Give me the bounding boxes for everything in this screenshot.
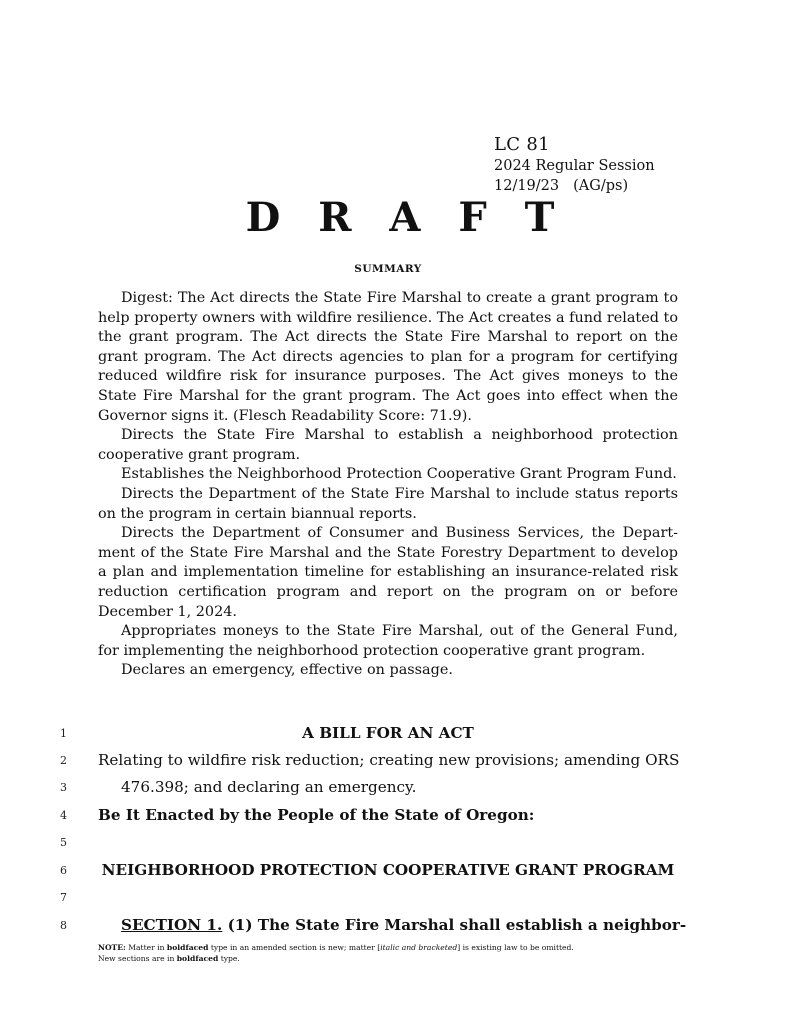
- bill-line: [0, 912, 800, 939]
- section-label: SECTION 1.: [121, 916, 223, 934]
- note-text: New sections are in: [98, 954, 177, 963]
- draft-date: 12/19/23: [494, 178, 560, 194]
- bill-line: [0, 774, 800, 801]
- relating-clause-cont: 476.398; and declaring an emergency.: [121, 778, 417, 796]
- summary-paragraph: Appropriates moneys to the State Fire Marshal, out of the General Fund, for implementing the neighborhood protection cooperative grant program.: [98, 623, 678, 659]
- line-number: 5: [60, 836, 67, 849]
- draft-title: D R A F T: [245, 194, 567, 241]
- draft-header: [494, 134, 655, 196]
- section-1-body: (1) The State Fire Marshal shall establish a neighbor-: [222, 916, 687, 934]
- lc-number: LC 81: [494, 134, 550, 155]
- bill-line: [0, 884, 800, 911]
- summary-body: [98, 289, 678, 681]
- bill-line: [0, 802, 800, 829]
- note-line-1: [98, 942, 678, 953]
- drafter-initials: (AG/ps): [573, 178, 629, 194]
- note-text: type in an amended section is new; matter [: [208, 943, 381, 952]
- note-bold-term: boldfaced: [176, 954, 219, 963]
- note-label: NOTE:: [98, 943, 126, 952]
- enacting-clause: Be It Enacted by the People of the State of Oregon:: [98, 806, 535, 824]
- bill-line: [0, 829, 800, 856]
- line-number: 7: [60, 891, 67, 904]
- footer-note: [98, 942, 678, 964]
- summary-paragraph: Establishes the Neighborhood Protection Cooperative Grant Program Fund.: [121, 466, 677, 483]
- line-number: 1: [60, 727, 67, 740]
- summary-paragraph: Declares an emergency, effective on passage.: [121, 662, 453, 679]
- summary-digest: Digest: The Act directs the State Fire Marshal to create a grant program to help property owners with wildfire resilience. The Act creates a fund related to the grant program. The Act directs the State Fire Marshal to report on the grant program. The Act directs agencies to plan for a program for certifying reduced wildfire risk for insurance purposes. The Act gives moneys to the State Fire Marshal for the grant program. The Act goes into effect when the Governor signs it. (Flesch Readability Score: 71.9).: [98, 290, 678, 424]
- line-number: 4: [60, 809, 67, 822]
- summary-paragraph: Directs the Department of the State Fire Marshal to include status reports on the program in certain biannual reports.: [98, 485, 678, 522]
- line-number: 6: [60, 864, 67, 877]
- line-number: 3: [60, 781, 67, 794]
- line-number: 8: [60, 919, 67, 932]
- line-number: 2: [60, 754, 67, 767]
- summary-heading: SUMMARY: [354, 263, 422, 275]
- bill-line: [0, 747, 800, 774]
- summary-paragraph: Directs the Department of Consumer and Business Services, the Department of the State Fire Marshal and the State Forestry Department to develop a plan and implementation timeline for establishing an insurance-related risk reduction certification program and report on the program on or before December 1, 2024.: [98, 525, 678, 620]
- note-bold-term: boldfaced: [166, 943, 209, 952]
- note-text: type.: [218, 954, 240, 963]
- summary-paragraph: Directs the State Fire Marshal to establish a neighborhood protection cooperative grant program.: [98, 427, 678, 463]
- draft-date-line: [494, 176, 655, 196]
- relating-clause: Relating to wildfire risk reduction; creating new provisions; amending ORS: [98, 751, 680, 769]
- section-heading: NEIGHBORHOOD PROTECTION COOPERATIVE GRANT PROGRAM: [101, 861, 675, 879]
- bill-line: [0, 720, 800, 747]
- note-text: ] is existing law to be omitted.: [457, 943, 574, 952]
- section-1-text: [121, 912, 687, 939]
- note-text: Matter in: [125, 943, 167, 952]
- note-line-2: [98, 953, 678, 964]
- session-label: 2024 Regular Session: [494, 158, 655, 174]
- bill-line: [0, 857, 800, 884]
- bill-title: A BILL FOR AN ACT: [302, 724, 474, 742]
- note-italic-term: italic and bracketed: [380, 943, 458, 952]
